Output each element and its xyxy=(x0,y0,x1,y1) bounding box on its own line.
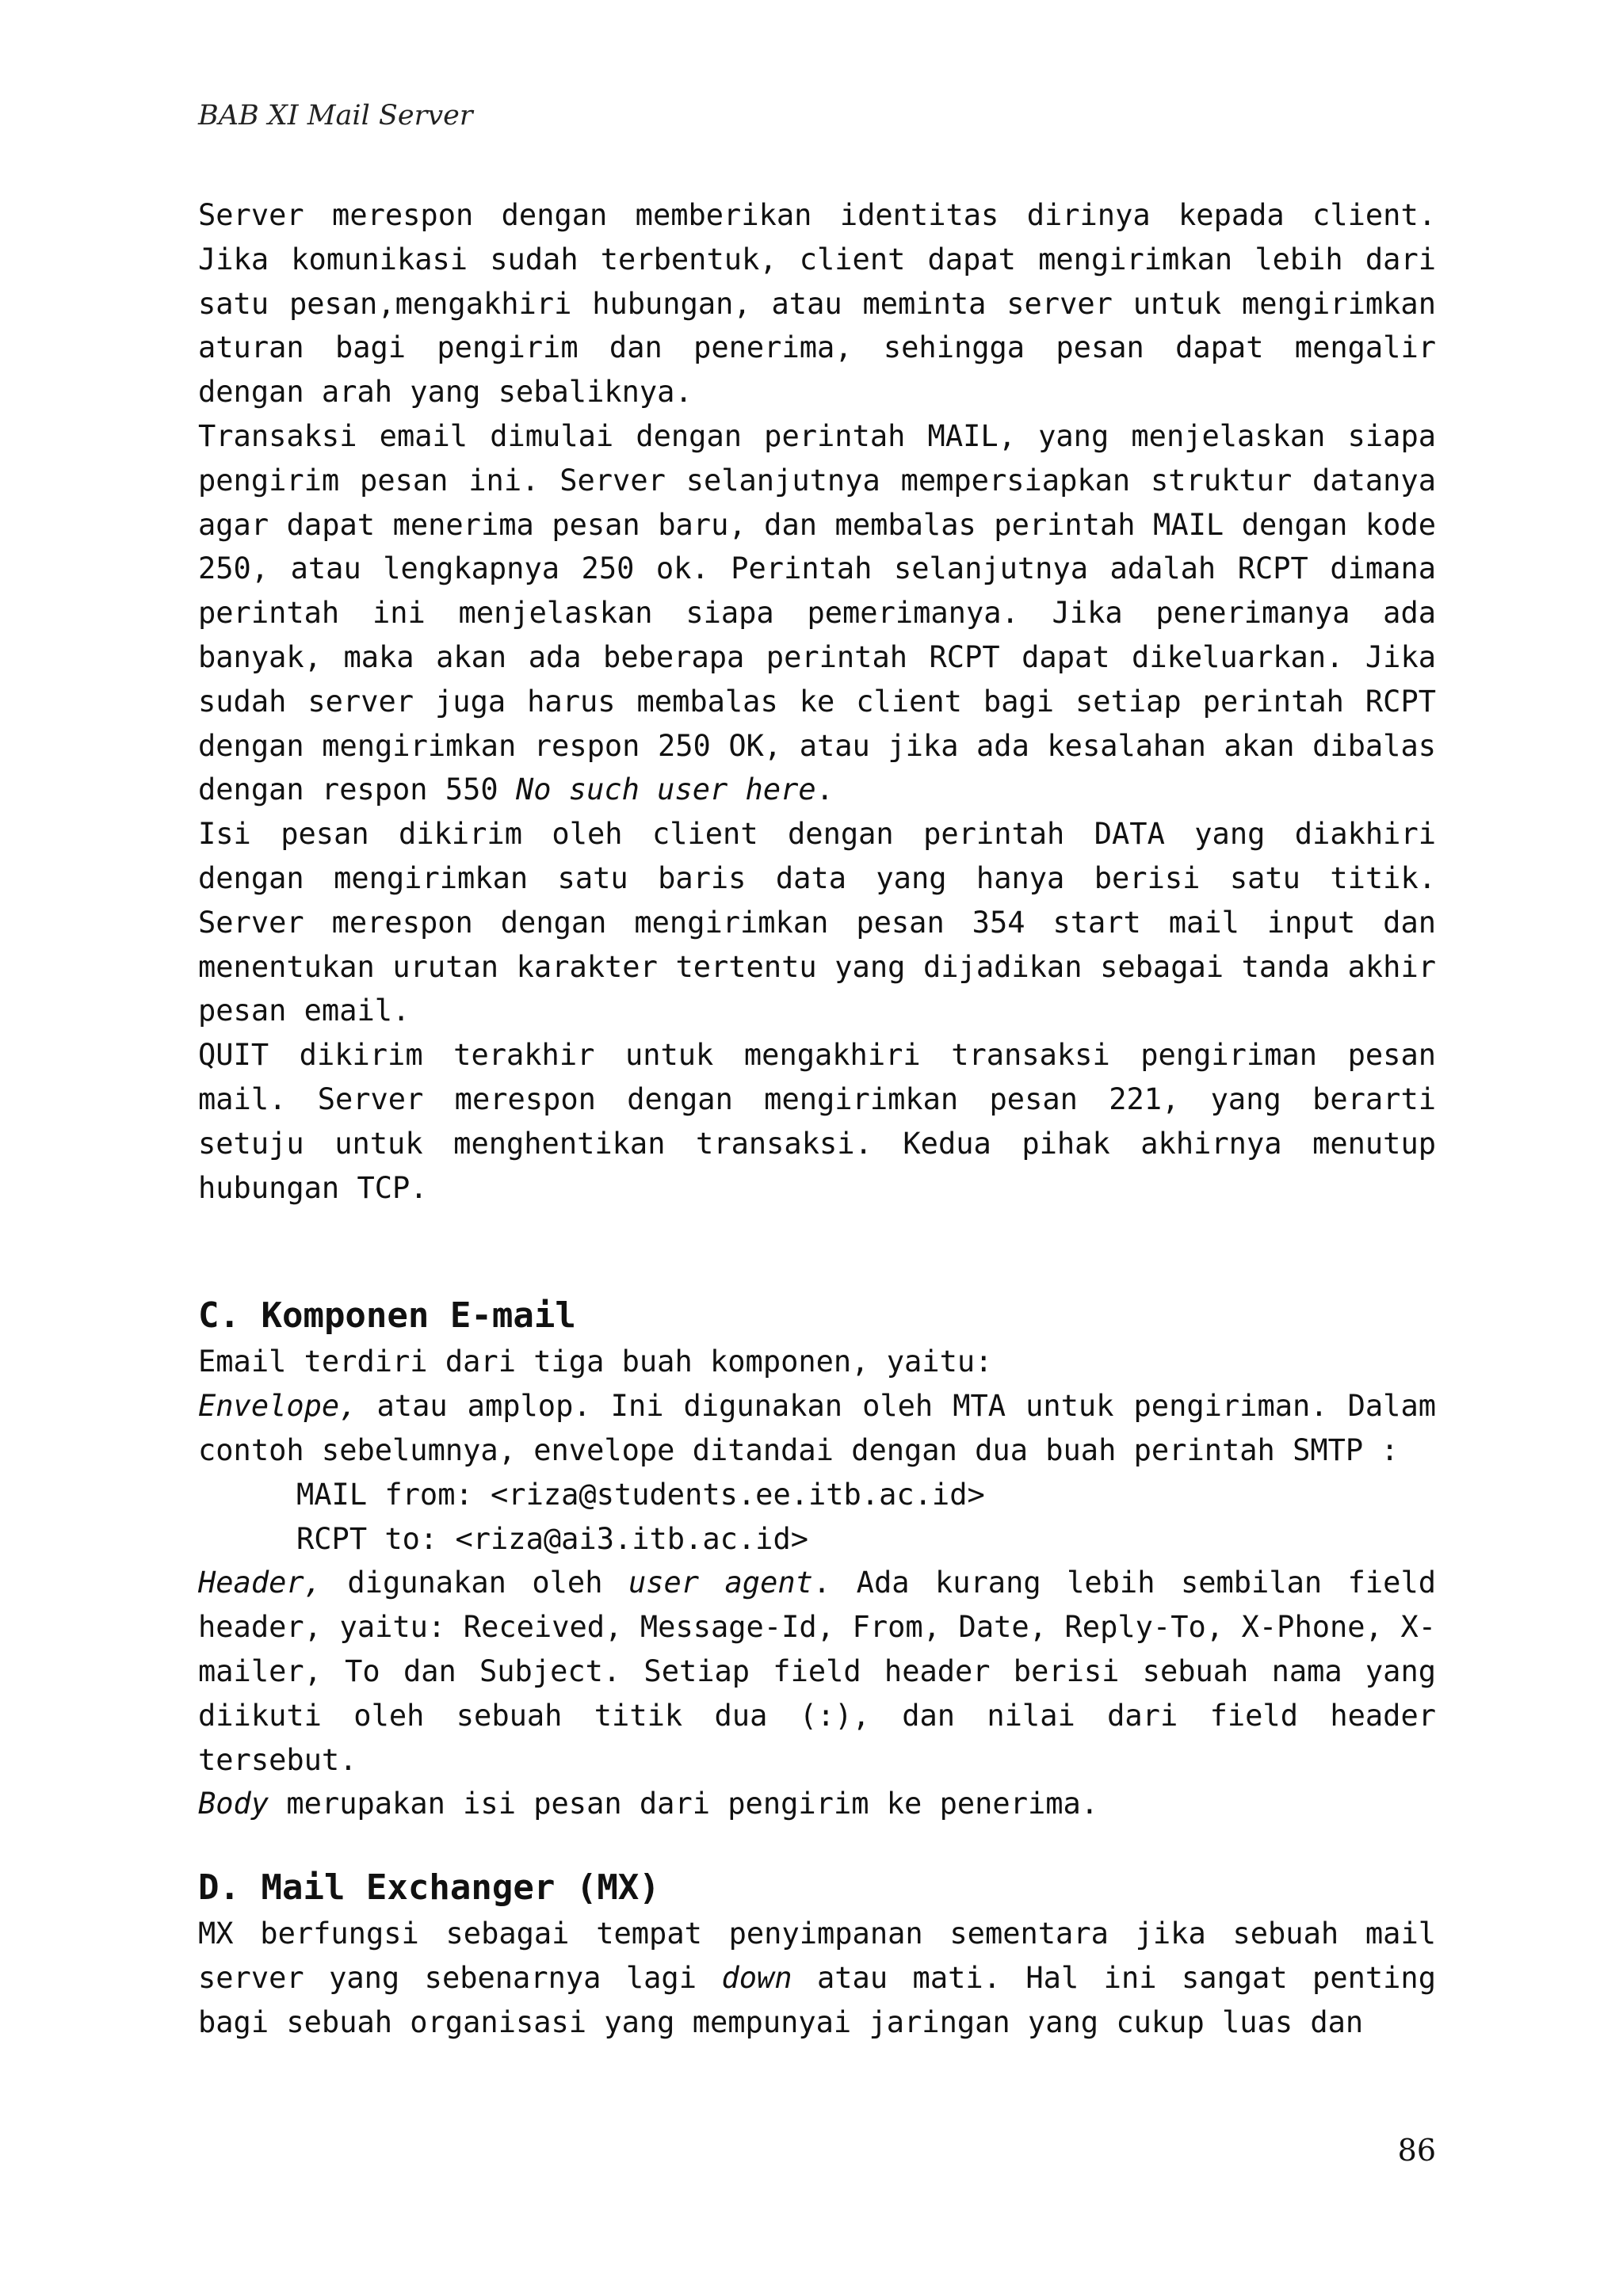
paragraph-mx xyxy=(198,1912,1436,2044)
mail-transaction-end: . xyxy=(815,772,834,807)
page-number: 86 xyxy=(1397,2133,1436,2168)
mx-text-2: atau mati. Hal ini sangat penting bagi sebuah organisasi yang mempunyai jaringan yang cukup luas dan xyxy=(198,1960,1436,2039)
mx-text-1: MX berfungsi sebagai tempat penyimpanan sementara jika sebuah mail server yang sebenarnya lagi xyxy=(198,1917,1436,1995)
paragraph-quit-command: QUIT dikirim terakhir untuk mengakhiri transaksi pengiriman pesan mail. Server merespon dengan mengirimkan pesan 221, yang berarti setuju untuk menghentikan transaksi. Kedua pihak akhirnya menutup hubungan TCP. xyxy=(198,1038,1436,1205)
envelope-text: atau amplop. Ini digunakan oleh MTA untuk pengiriman. Dalam contoh sebelumnya, envelope ditandai dengan dua buah perintah SMTP : xyxy=(198,1389,1436,1467)
header-text-1: digunakan oleh xyxy=(321,1566,628,1600)
paragraph-body xyxy=(198,1782,1436,1826)
section-heading-mail-exchanger: D. Mail Exchanger (MX) xyxy=(198,1867,660,1909)
page-body xyxy=(198,193,1436,2044)
down-term: down xyxy=(721,1960,792,1995)
paragraph-components-intro: Email terdiri dari tiga buah komponen, yaitu: xyxy=(198,1344,993,1379)
paragraph-envelope xyxy=(198,1384,1436,1473)
paragraph-mail-transaction xyxy=(198,414,1436,812)
section-heading-email-components: C. Komponen E-mail xyxy=(198,1295,576,1337)
running-header: BAB XI Mail Server xyxy=(198,100,473,132)
error-message-term: No such user here xyxy=(515,772,816,807)
smtp-rcpt-to-line: RCPT to: <riza@ai3.itb.ac.id> xyxy=(296,1521,809,1556)
paragraph-server-identity: Server merespon dengan memberikan identitas dirinya kepada client. Jika komunikasi sudah terbentuk, client dapat mengirimkan lebih dari satu pesan,mengakhiri hubungan, atau meminta server untuk mengirimkan aturan bagi pengirim dan penerima, sehingga pesan dapat mengalir dengan arah yang sebaliknya. xyxy=(198,198,1436,410)
smtp-mail-from-line: MAIL from: <riza@students.ee.itb.ac.id> xyxy=(296,1477,985,1512)
user-agent-term: user agent xyxy=(628,1566,813,1600)
header-term: Header, xyxy=(198,1566,322,1600)
envelope-term: Envelope, xyxy=(198,1389,357,1424)
body-term: Body xyxy=(198,1787,269,1821)
header-text-2: . Ada kurang lebih sembilan field header, yaitu: Received, Message-Id, From, Date, Reply-To, X-Phone, X-mailer, To dan Subject. Setiap field header berisi sebuah nama yang diikuti oleh sebuah titik dua (:), dan nilai dari field header tersebut. xyxy=(198,1566,1437,1777)
paragraph-header xyxy=(198,1561,1436,1782)
paragraph-data-command: Isi pesan dikirim oleh client dengan perintah DATA yang diakhiri dengan mengirimkan satu baris data yang hanya berisi satu titik. Server merespon dengan mengirimkan pesan 354 start mail input dan menentukan urutan karakter tertentu yang dijadikan sebagai tanda akhir pesan email. xyxy=(198,817,1436,1028)
body-text: merupakan isi pesan dari pengirim ke penerima. xyxy=(269,1787,1099,1821)
mail-transaction-text: Transaksi email dimulai dengan perintah MAIL, yang menjelaskan siapa pengirim pesan ini. Server selanjutnya mempersiapkan struktur datanya agar dapat menerima pesan baru, dan membalas perintah MAIL dengan kode 250, atau lengkapnya 250 ok. Perintah selanjutnya adalah RCPT dimana perintah ini menjelaskan siapa pemerimanya. Jika penerimanya ada banyak, maka akan ada beberapa perintah RCPT dapat dikeluarkan. Jika sudah server juga harus membalas ke client bagi setiap perintah RCPT dengan mengirimkan respon 250 OK, atau jika ada kesalahan akan dibalas dengan respon 550 xyxy=(198,418,1436,807)
